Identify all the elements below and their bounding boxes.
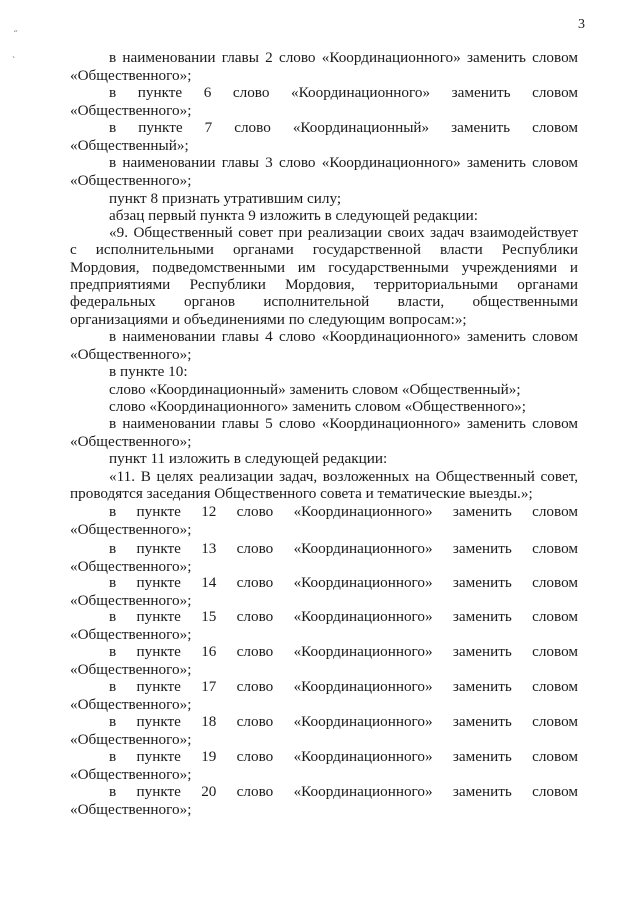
- scan-speck: `: [12, 56, 16, 67]
- text-line: «Общественного»;: [70, 558, 192, 575]
- text-line: «Общественного»;: [70, 626, 192, 643]
- text-line: в пункте 7 слово «Координационный» заменить словом: [109, 119, 578, 136]
- text-line: «Общественного»;: [70, 592, 192, 609]
- text-line: слово «Координационный» заменить словом «Общественный»;: [109, 381, 521, 398]
- text-line: в наименовании главы 2 слово «Координационного» заменить словом: [109, 49, 578, 66]
- text-line: «Общественного»;: [70, 172, 192, 189]
- text-line: пункт 8 признать утратившим силу;: [109, 190, 342, 207]
- text-line: «Общественного»;: [70, 433, 192, 450]
- text-line: «Общественного»;: [70, 102, 192, 119]
- text-line: в пункте 12 слово «Координационного» заменить словом: [109, 503, 578, 520]
- text-line: в пункте 19 слово «Координационного» заменить словом: [109, 748, 578, 765]
- text-line: «Общественного»;: [70, 766, 192, 783]
- text-line: «Общественного»;: [70, 731, 192, 748]
- text-line: в пункте 10:: [109, 363, 188, 380]
- text-line: в пункте 13 слово «Координационного» заменить словом: [109, 540, 578, 557]
- text-line: «Общественного»;: [70, 521, 192, 538]
- text-line: «Общественного»;: [70, 67, 192, 84]
- text-line: в пункте 16 слово «Координационного» заменить словом: [109, 643, 578, 660]
- text-line: в пункте 6 слово «Координационного» заменить словом: [109, 84, 578, 101]
- text-line: абзац первый пункта 9 изложить в следующей редакции:: [109, 207, 479, 224]
- text-line: «Общественного»;: [70, 696, 192, 713]
- text-line: в наименовании главы 3 слово «Координационного» заменить словом: [109, 154, 578, 171]
- text-line: слово «Координационного» заменить словом «Общественного»;: [109, 398, 526, 415]
- text-line: в пункте 14 слово «Координационного» заменить словом: [109, 574, 578, 591]
- text-line: «Общественного»;: [70, 801, 192, 818]
- text-line: предприятиями Республики Мордовия, территориальными органами: [70, 276, 578, 293]
- text-line: с исполнительными органами государственной власти Республики: [70, 241, 578, 258]
- text-line: «Общественный»;: [70, 137, 189, 154]
- text-line: в наименовании главы 4 слово «Координационного» заменить словом: [109, 328, 578, 345]
- scan-speck: ˝: [14, 30, 18, 41]
- text-line: Мордовия, подведомственными им государственными учреждениями и: [70, 259, 578, 276]
- text-line: в пункте 20 слово «Координационного» заменить словом: [109, 783, 578, 800]
- text-line: «9. Общественный совет при реализации своих задач взаимодействует: [109, 224, 578, 241]
- text-line: организациями и объединениями по следующим вопросам:»;: [70, 311, 467, 328]
- page-number: 3: [578, 17, 585, 32]
- text-line: «Общественного»;: [70, 661, 192, 678]
- text-line: в пункте 18 слово «Координационного» заменить словом: [109, 713, 578, 730]
- text-line: пункт 11 изложить в следующей редакции:: [109, 450, 388, 467]
- text-line: «Общественного»;: [70, 346, 192, 363]
- text-line: в пункте 15 слово «Координационного» заменить словом: [109, 608, 578, 625]
- text-line: «11. В целях реализации задач, возложенных на Общественный совет,: [109, 468, 578, 485]
- text-line: проводятся заседания Общественного совета и тематические выезды.»;: [70, 485, 533, 502]
- text-line: федеральных органов исполнительной власти, общественными: [70, 293, 578, 310]
- text-line: в наименовании главы 5 слово «Координационного» заменить словом: [109, 415, 578, 432]
- text-line: в пункте 17 слово «Координационного» заменить словом: [109, 678, 578, 695]
